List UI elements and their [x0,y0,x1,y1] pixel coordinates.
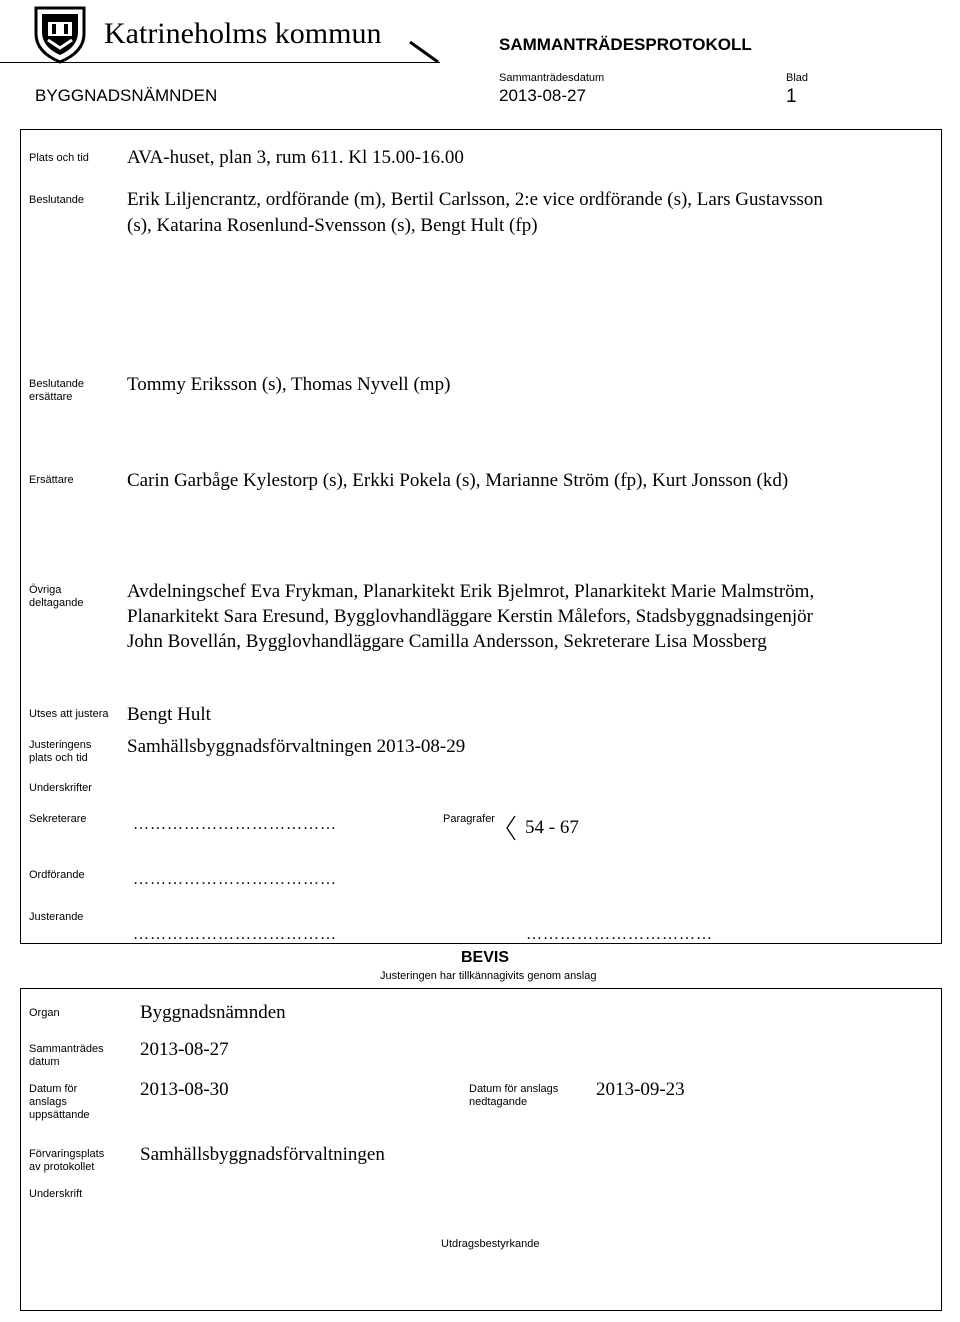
meeting-box-top [20,129,942,130]
adjust-place-label-line1: Justeringens [29,739,92,751]
deciding-subs-value: Tommy Eriksson (s), Thomas Nyvell (mp) [127,374,451,395]
remove-date-value: 2013-09-23 [596,1079,685,1100]
organ-value: Byggnadsnämnden [140,1002,286,1023]
deciding-value-line2: (s), Katarina Rosenlund-Svensson (s), Bengt Hult (fp) [127,215,538,236]
meeting-date: 2013-08-27 [499,86,586,105]
secretary-signature-line: ……………………………… [133,816,337,833]
place-time-label: Plats och tid [29,152,89,164]
subs-label: Ersättare [29,474,74,486]
municipality-logo [30,2,90,64]
organ-label: Organ [29,1007,60,1019]
post-date-value: 2013-08-30 [140,1079,229,1100]
header-rule [0,62,440,63]
secretary-label: Sekreterare [29,813,87,825]
storage-label-line2: av protokollet [29,1161,95,1173]
post-date-label-line3: uppsättande [29,1109,90,1121]
others-value-line2: Planarkitekt Sara Eresund, Bygglovhandläggare Kerstin Målefors, Stadsbyggnadsingenjör [127,606,813,627]
adjust-place-value: Samhällsbyggnadsförvaltningen 2013-08-29 [127,736,466,757]
others-value-line1: Avdelningschef Eva Frykman, Planarkitekt Erik Bjelmrot, Planarkitekt Marie Malmström, [127,581,815,602]
signature-label: Underskrift [29,1188,83,1200]
bevis-subtitle: Justeringen har tillkännagivits genom anslag [380,970,597,982]
post-date-label-line2: anslags [29,1096,67,1108]
adjuster-signature-line-2: …………………………… [526,926,713,943]
bevis-meeting-date-label-line2: datum [29,1056,60,1068]
municipality-name: Katrineholms kommun [104,17,382,50]
post-date-label-line1: Datum för [29,1083,78,1095]
meeting-box-bottom [20,943,942,944]
page-label: Blad [786,72,809,84]
committee-name: BYGGNADSNÄMNDEN [35,86,218,105]
header-slash [408,40,442,64]
appointed-adjuster-label: Utses att justera [29,708,109,720]
paragraphs-brace [505,815,517,841]
bevis-box-left [20,988,21,1311]
chair-label: Ordförande [29,869,85,881]
meeting-box-right [941,129,942,944]
subs-value: Carin Garbåge Kylestorp (s), Erkki Pokela (s), Marianne Ström (fp), Kurt Jonsson (kd) [127,470,789,491]
bevis-box-bottom [20,1310,942,1311]
paragraphs-value: 54 - 67 [525,817,579,838]
meeting-box-left [20,129,21,944]
bevis-box-top [20,988,942,989]
chair-signature-line: ……………………………… [133,871,337,888]
deciding-subs-label-line1: Beslutande [29,378,85,390]
storage-value: Samhällsbyggnadsförvaltningen [140,1144,385,1165]
page-number: 1 [786,86,797,107]
storage-label-line1: Förvaringsplats [29,1148,105,1160]
remove-date-label-line1: Datum för anslags [469,1083,559,1095]
bevis-meeting-date-value: 2013-08-27 [140,1039,229,1060]
deciding-label: Beslutande [29,194,85,206]
others-label-line2: deltagande [29,597,84,609]
adjust-place-label-line2: plats och tid [29,752,88,764]
paragraphs-label: Paragrafer [443,813,495,825]
adjuster-label: Justerande [29,911,84,923]
bevis-meeting-date-label-line1: Sammanträdes [29,1043,104,1055]
certified-label: Utdragsbestyrkande [441,1238,540,1250]
deciding-value-line1: Erik Liljencrantz, ordförande (m), Bertil Carlsson, 2:e vice ordförande (s), Lars Gustavsson [127,189,823,210]
meeting-date-label: Sammanträdesdatum [499,72,605,84]
others-value-line3: John Bovellán, Bygglovhandläggare Camilla Andersson, Sekreterare Lisa Mossberg [127,631,767,652]
coat-of-arms-icon [30,2,90,64]
adjuster-signature-line-1: ……………………………… [133,926,337,943]
bevis-title: BEVIS [461,949,510,966]
place-time-value: AVA-huset, plan 3, rum 611. Kl 15.00-16.00 [127,147,464,168]
document-type: SAMMANTRÄDESPROTOKOLL [499,35,752,54]
remove-date-label-line2: nedtagande [469,1096,528,1108]
signatures-label: Underskrifter [29,782,92,794]
deciding-subs-label-line2: ersättare [29,391,73,403]
appointed-adjuster-value: Bengt Hult [127,704,211,725]
bevis-box-right [941,988,942,1311]
others-label-line1: Övriga [29,584,62,596]
